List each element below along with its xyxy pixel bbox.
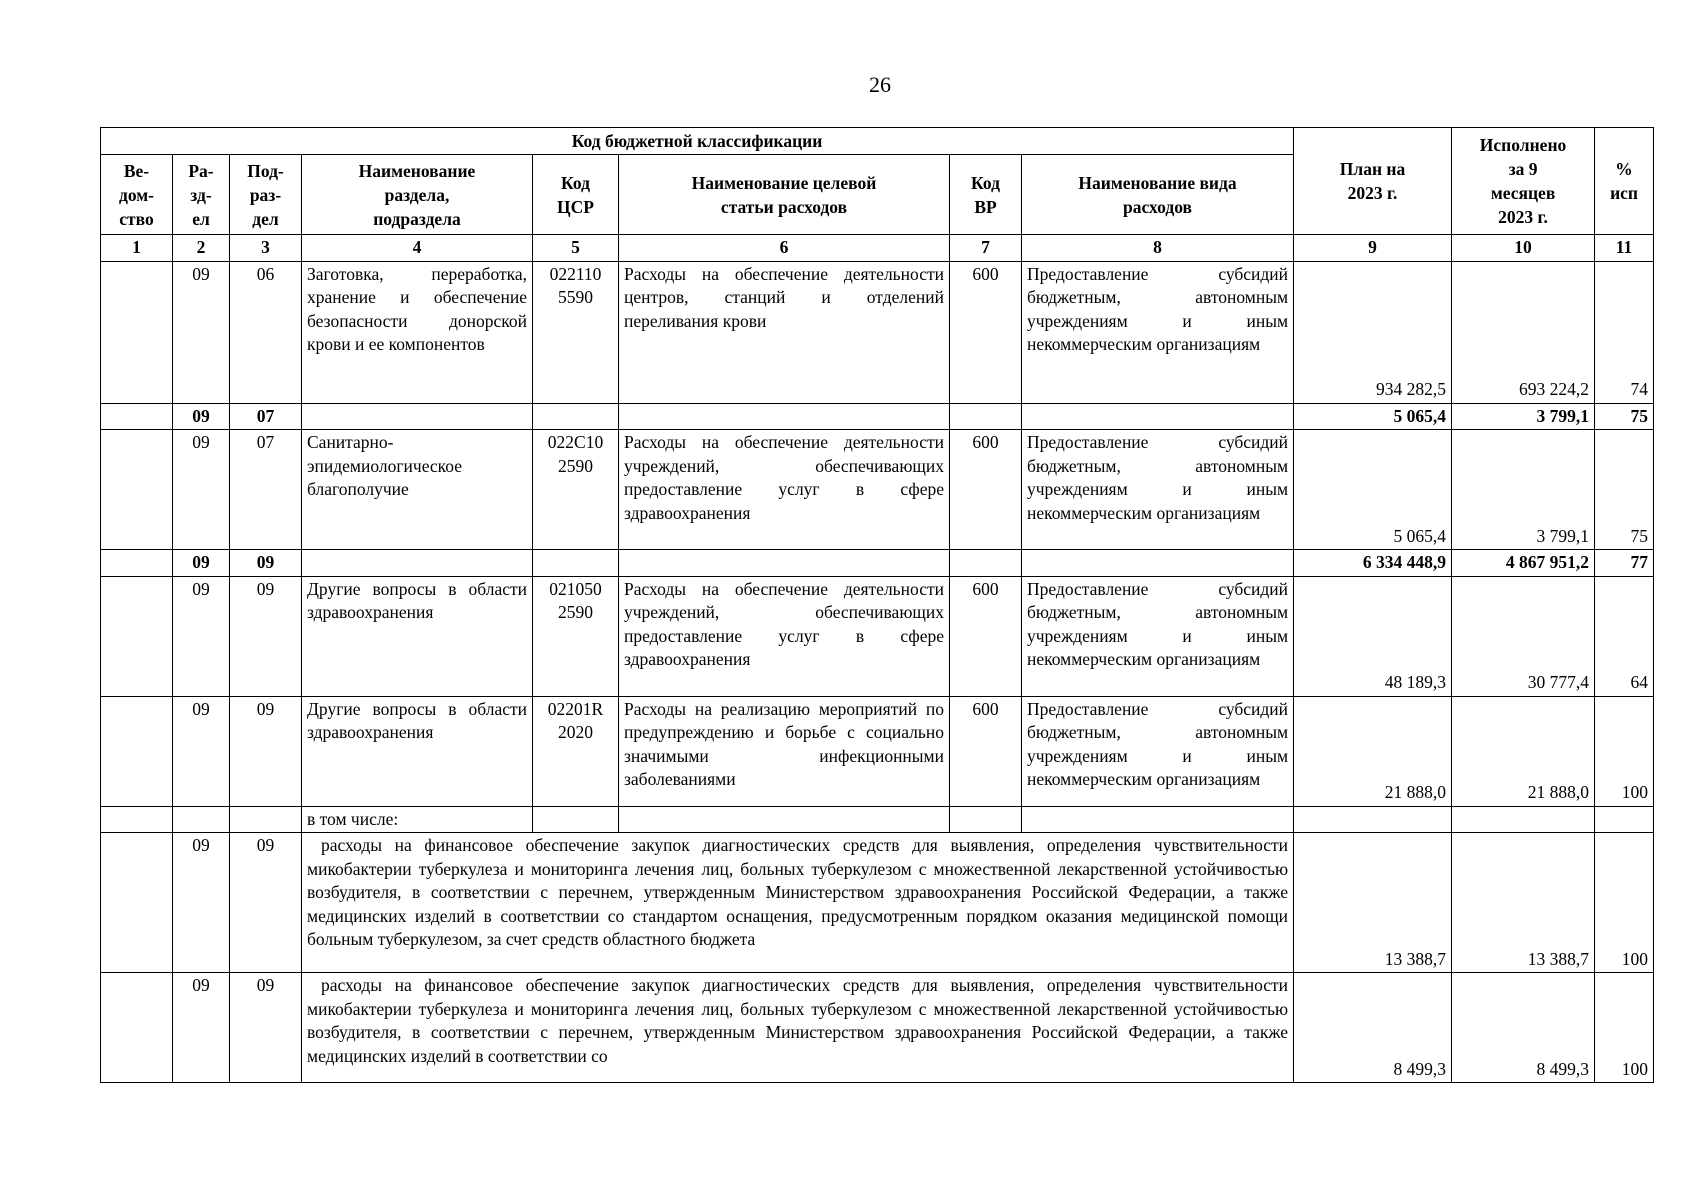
header-name-section: Наименование раздела, подраздела bbox=[302, 155, 533, 235]
plan-cell: 8 499,3 bbox=[1294, 973, 1452, 1083]
header-number: 4 bbox=[302, 235, 533, 262]
done-cell: 13 388,7 bbox=[1452, 833, 1595, 973]
plan-cell: 5 065,4 bbox=[1294, 430, 1452, 550]
plan-cell: 13 388,7 bbox=[1294, 833, 1452, 973]
podrazdel-cell: 06 bbox=[230, 261, 302, 403]
empty-cell bbox=[1022, 806, 1294, 833]
vedomstvo-cell bbox=[101, 261, 173, 403]
plan-cell: 5 065,4 bbox=[1294, 403, 1452, 430]
pct-cell: 64 bbox=[1595, 576, 1654, 696]
name-target-cell: Расходы на реализацию мероприятий по предупреждению и борьбе с социально значимыми инфекционными заболеваниями bbox=[619, 696, 950, 806]
pct-cell: 74 bbox=[1595, 261, 1654, 403]
empty-cell bbox=[1022, 550, 1294, 577]
name-target-cell: Расходы на обеспечение деятельности учреждений, обеспечивающих предоставление услуг в сфере здравоохранения bbox=[619, 576, 950, 696]
podrazdel-cell: 09 bbox=[230, 550, 302, 577]
header-number: 7 bbox=[950, 235, 1022, 262]
header-plan: План на 2023 г. bbox=[1294, 128, 1452, 235]
empty-cell bbox=[533, 403, 619, 430]
empty-cell bbox=[173, 806, 230, 833]
vr-cell: 600 bbox=[950, 261, 1022, 403]
table-row bbox=[101, 261, 1654, 403]
podrazdel-cell: 07 bbox=[230, 403, 302, 430]
empty-cell bbox=[619, 550, 950, 577]
empty-cell bbox=[619, 403, 950, 430]
done-cell: 30 777,4 bbox=[1452, 576, 1595, 696]
name-target-cell: Расходы на обеспечение деятельности учреждений, обеспечивающих предоставление услуг в сфере здравоохранения bbox=[619, 430, 950, 550]
plan-cell: 6 334 448,9 bbox=[1294, 550, 1452, 577]
header-number: 11 bbox=[1595, 235, 1654, 262]
header-razdel: Ра- зд- ел bbox=[173, 155, 230, 235]
vr-cell: 600 bbox=[950, 696, 1022, 806]
page-number: 26 bbox=[869, 72, 891, 97]
table-body bbox=[101, 128, 1654, 1083]
empty-cell bbox=[950, 806, 1022, 833]
empty-cell bbox=[533, 550, 619, 577]
razdel-cell: 09 bbox=[173, 403, 230, 430]
empty-cell bbox=[1452, 806, 1595, 833]
header-group-title: Код бюджетной классификации bbox=[101, 128, 1294, 155]
done-cell: 21 888,0 bbox=[1452, 696, 1595, 806]
name-section-cell: Заготовка, переработка, хранение и обеспечение безопасности донорской крови и ее компонентов bbox=[302, 261, 533, 403]
csr-cell: 022С10 2590 bbox=[533, 430, 619, 550]
empty-cell bbox=[101, 806, 173, 833]
podrazdel-cell: 09 bbox=[230, 833, 302, 973]
pct-cell: 100 bbox=[1595, 973, 1654, 1083]
detail-text: расходы на финансовое обеспечение закупок диагностических средств для выявления, определения чувствительности микобактерии туберкулеза и мониторинга лечения лиц, больных туберкулезом с множественной лекарственной устойчивостью возбудителя, в соответствии с перечнем, утвержденным Министерством здравоохранения Российской Федерации, а также медицинских изделий в соответствии со стандартом оснащения, предусмотренным порядком оказания медицинской помощи больным туберкулезом, за счет средств областного бюджета bbox=[302, 833, 1294, 973]
subtotal-row bbox=[101, 403, 1654, 430]
pct-cell: 100 bbox=[1595, 696, 1654, 806]
razdel-cell: 09 bbox=[173, 973, 230, 1083]
razdel-cell: 09 bbox=[173, 833, 230, 973]
table-row bbox=[101, 430, 1654, 550]
pct-cell: 77 bbox=[1595, 550, 1654, 577]
subtotal-row bbox=[101, 550, 1654, 577]
header-podrazdel: Под- раз- дел bbox=[230, 155, 302, 235]
empty-cell bbox=[950, 403, 1022, 430]
budget-table bbox=[100, 127, 1654, 1083]
table-row bbox=[101, 696, 1654, 806]
empty-cell bbox=[230, 806, 302, 833]
empty-cell bbox=[1294, 806, 1452, 833]
name-section-cell: Другие вопросы в области здравоохранения bbox=[302, 576, 533, 696]
razdel-cell: 09 bbox=[173, 576, 230, 696]
vedomstvo-cell bbox=[101, 696, 173, 806]
name-kind-cell: Предоставление субсидий бюджетным, автономным учреждениям и иным некоммерческим организациям bbox=[1022, 430, 1294, 550]
header-number: 6 bbox=[619, 235, 950, 262]
header-number: 2 bbox=[173, 235, 230, 262]
vedomstvo-cell bbox=[101, 403, 173, 430]
podrazdel-cell: 07 bbox=[230, 430, 302, 550]
done-cell: 8 499,3 bbox=[1452, 973, 1595, 1083]
plan-cell: 48 189,3 bbox=[1294, 576, 1452, 696]
pct-cell: 100 bbox=[1595, 833, 1654, 973]
empty-cell bbox=[302, 550, 533, 577]
csr-cell: 02201R 2020 bbox=[533, 696, 619, 806]
header-number: 3 bbox=[230, 235, 302, 262]
header-csr: Код ЦСР bbox=[533, 155, 619, 235]
done-cell: 693 224,2 bbox=[1452, 261, 1595, 403]
table-row bbox=[101, 576, 1654, 696]
header-numbers-row bbox=[101, 235, 1654, 262]
plan-cell: 21 888,0 bbox=[1294, 696, 1452, 806]
empty-cell bbox=[1595, 806, 1654, 833]
header-group-row bbox=[101, 128, 1654, 155]
header-number: 8 bbox=[1022, 235, 1294, 262]
vedomstvo-cell bbox=[101, 550, 173, 577]
pct-cell: 75 bbox=[1595, 430, 1654, 550]
empty-cell bbox=[533, 806, 619, 833]
vedomstvo-cell bbox=[101, 973, 173, 1083]
done-cell: 3 799,1 bbox=[1452, 430, 1595, 550]
empty-cell bbox=[302, 403, 533, 430]
name-target-cell: Расходы на обеспечение деятельности центров, станций и отделений переливания крови bbox=[619, 261, 950, 403]
header-number: 10 bbox=[1452, 235, 1595, 262]
name-section-cell: Другие вопросы в области здравоохранения bbox=[302, 696, 533, 806]
header-number: 9 bbox=[1294, 235, 1452, 262]
razdel-cell: 09 bbox=[173, 696, 230, 806]
razdel-cell: 09 bbox=[173, 430, 230, 550]
detail-text: расходы на финансовое обеспечение закупок диагностических средств для выявления, определения чувствительности микобактерии туберкулеза и мониторинга лечения лиц, больных туберкулезом с множественной лекарственной устойчивостью возбудителя, в соответствии с перечнем, утвержденным Министерством здравоохранения Российской Федерации, а также медицинских изделий в соответствии со bbox=[302, 973, 1294, 1083]
including-label: в том числе: bbox=[302, 806, 533, 833]
detail-row bbox=[101, 973, 1654, 1083]
razdel-cell: 09 bbox=[173, 550, 230, 577]
csr-cell: 021050 2590 bbox=[533, 576, 619, 696]
razdel-cell: 09 bbox=[173, 261, 230, 403]
done-cell: 3 799,1 bbox=[1452, 403, 1595, 430]
podrazdel-cell: 09 bbox=[230, 696, 302, 806]
vedomstvo-cell bbox=[101, 833, 173, 973]
header-vr: Код ВР bbox=[950, 155, 1022, 235]
including-row bbox=[101, 806, 1654, 833]
name-section-cell: Санитарно-эпидемиологическое благополучие bbox=[302, 430, 533, 550]
header-number: 1 bbox=[101, 235, 173, 262]
empty-cell bbox=[619, 806, 950, 833]
csr-cell: 022110 5590 bbox=[533, 261, 619, 403]
header-name-target: Наименование целевой статьи расходов bbox=[619, 155, 950, 235]
vedomstvo-cell bbox=[101, 576, 173, 696]
name-kind-cell: Предоставление субсидий бюджетным, автономным учреждениям и иным некоммерческим организациям bbox=[1022, 261, 1294, 403]
vr-cell: 600 bbox=[950, 430, 1022, 550]
empty-cell bbox=[1022, 403, 1294, 430]
done-cell: 4 867 951,2 bbox=[1452, 550, 1595, 577]
vr-cell: 600 bbox=[950, 576, 1022, 696]
pct-cell: 75 bbox=[1595, 403, 1654, 430]
detail-row bbox=[101, 833, 1654, 973]
header-number: 5 bbox=[533, 235, 619, 262]
name-kind-cell: Предоставление субсидий бюджетным, автономным учреждениям и иным некоммерческим организациям bbox=[1022, 696, 1294, 806]
empty-cell bbox=[950, 550, 1022, 577]
header-name-kind: Наименование вида расходов bbox=[1022, 155, 1294, 235]
header-done: Исполнено за 9 месяцев 2023 г. bbox=[1452, 128, 1595, 235]
vedomstvo-cell bbox=[101, 430, 173, 550]
header-vedomstvo: Ве- дом- ство bbox=[101, 155, 173, 235]
header-pct: % исп bbox=[1595, 128, 1654, 235]
podrazdel-cell: 09 bbox=[230, 576, 302, 696]
name-kind-cell: Предоставление субсидий бюджетным, автономным учреждениям и иным некоммерческим организациям bbox=[1022, 576, 1294, 696]
plan-cell: 934 282,5 bbox=[1294, 261, 1452, 403]
podrazdel-cell: 09 bbox=[230, 973, 302, 1083]
